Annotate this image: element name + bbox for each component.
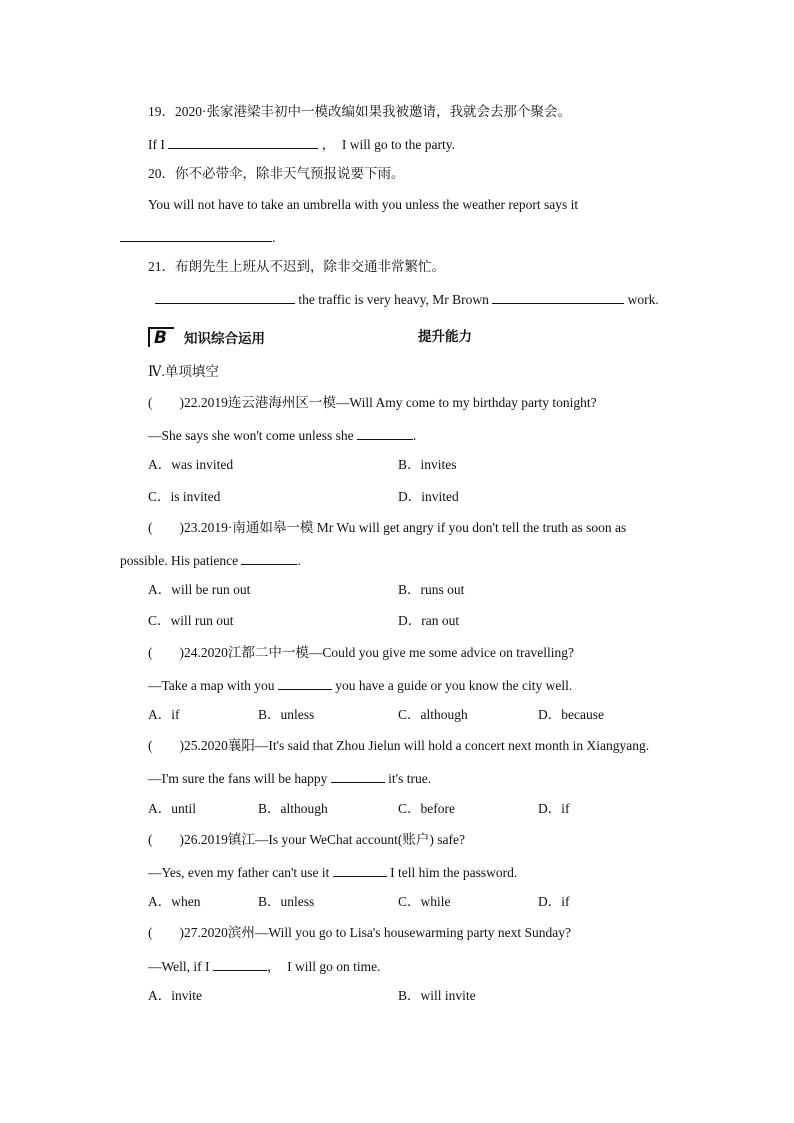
q24-answer-paren[interactable]: ( )	[148, 645, 184, 660]
q26-stem: 26.2019镇江—Is your WeChat account(账户) safe?	[184, 832, 465, 847]
q25-option-a[interactable]: A．until	[148, 801, 197, 816]
q20-line: You will not have to take an umbrella with you unless the weather report says it	[148, 197, 579, 212]
q25-stem: 25.2020襄阳—It's said that Zhou Jielun will hold a concert next month in Xiangyang.	[184, 738, 650, 753]
q26-line2	[148, 862, 517, 882]
q25-line2-text: —I'm sure the fans will be happy	[148, 771, 328, 786]
q19-blank[interactable]	[168, 134, 318, 149]
section-badge-letter: B	[154, 328, 167, 348]
q27-option-a[interactable]: A．invite	[148, 988, 202, 1003]
q23-line2	[120, 550, 301, 570]
q20-prompt: 20．你不必带伞，除非天气预报说要下雨。	[148, 166, 405, 181]
q26-line2-end: I tell him the password.	[390, 865, 518, 880]
q27-stem-line	[148, 924, 571, 942]
section-b-badge-icon	[148, 327, 174, 347]
q22-option-c[interactable]: C．is invited	[148, 489, 221, 504]
q26-line2-text: —Yes, even my father can't use it	[148, 865, 330, 880]
q27-line2-text: —Well, if I	[148, 959, 210, 974]
q22-option-b[interactable]: B．invites	[398, 457, 457, 472]
q24-stem: 24.2020江都二中一模—Could you give me some advice on travelling?	[184, 645, 574, 660]
q25-line2-end: it's true.	[388, 771, 432, 786]
q25-option-b[interactable]: B．although	[258, 801, 328, 816]
q19-line-end: ， I will go to the party.	[321, 137, 455, 152]
q19-answer-line	[148, 134, 455, 154]
section-level: 提升能力	[418, 329, 472, 345]
q20-answer-line	[120, 227, 275, 247]
q24-line2-text: —Take a map with you	[148, 678, 275, 693]
q23-line2-end: .	[297, 553, 301, 568]
q23-option-a[interactable]: A．will be run out	[148, 582, 251, 597]
q20-end: .	[272, 230, 276, 245]
q22-option-a[interactable]: A．was invited	[148, 457, 234, 472]
q23-blank[interactable]	[241, 550, 297, 565]
q25-blank[interactable]	[331, 768, 385, 783]
q27-line2-end: ， I will go on time.	[266, 959, 381, 974]
q21-answer-line	[155, 289, 659, 309]
q23-option-c[interactable]: C．will run out	[148, 613, 234, 628]
q23-line2-text: possible. His patience	[120, 553, 239, 568]
q21-end: work.	[627, 292, 659, 307]
q23-stem-line	[148, 519, 674, 537]
q27-blank[interactable]	[213, 956, 267, 971]
q26-stem-line	[148, 831, 465, 849]
q23-option-b[interactable]: B．runs out	[398, 582, 465, 597]
q24-stem-line	[148, 644, 574, 662]
q27-line2	[148, 956, 381, 976]
q23-option-d[interactable]: D．ran out	[398, 613, 460, 628]
q23-stem: 23.2019·南通如皋一模 Mr Wu will get angry if you don't tell the truth as soon as	[184, 520, 627, 535]
q22-stem-line	[148, 394, 597, 412]
q27-answer-paren[interactable]: ( )	[148, 925, 184, 940]
q25-line2	[148, 768, 431, 788]
q24-option-d[interactable]: D．because	[538, 707, 604, 722]
q23-answer-paren[interactable]: ( )	[148, 520, 184, 535]
q27-stem: 27.2020滨州—Will you go to Lisa's housewarming party next Sunday?	[184, 925, 571, 940]
part-title: Ⅳ.单项填空	[148, 364, 219, 379]
q22-stem: 22.2019连云港海州区一模—Will Amy come to my birthday party tonight?	[184, 395, 597, 410]
q19-line-start: If I	[148, 137, 165, 152]
q25-option-c[interactable]: C．before	[398, 801, 455, 816]
q26-option-a[interactable]: A．when	[148, 894, 201, 909]
q22-line2-text: —She says she won't come unless she	[148, 428, 354, 443]
q21-blank-1[interactable]	[155, 289, 295, 304]
q20-blank[interactable]	[120, 227, 272, 242]
q26-option-d[interactable]: D．if	[538, 894, 570, 909]
q26-option-b[interactable]: B．unless	[258, 894, 315, 909]
q24-option-c[interactable]: C．although	[398, 707, 468, 722]
q22-line2-end: .	[413, 428, 417, 443]
q21-prompt: 21．布朗先生上班从不迟到，除非交通非常繁忙。	[148, 259, 445, 274]
q27-option-b[interactable]: B．will invite	[398, 988, 476, 1003]
q24-line2-end: you have a guide or you know the city well.	[335, 678, 573, 693]
q24-blank[interactable]	[278, 675, 332, 690]
q26-option-c[interactable]: C．while	[398, 894, 451, 909]
q21-blank-2[interactable]	[492, 289, 624, 304]
q25-stem-line	[148, 737, 649, 755]
q26-answer-paren[interactable]: ( )	[148, 832, 184, 847]
q21-mid: the traffic is very heavy, Mr Brown	[298, 292, 489, 307]
q24-option-a[interactable]: A．if	[148, 707, 180, 722]
section-title: 知识综合运用	[184, 331, 265, 347]
q26-blank[interactable]	[333, 862, 387, 877]
q25-option-d[interactable]: D．if	[538, 801, 570, 816]
q25-answer-paren[interactable]: ( )	[148, 738, 184, 753]
q22-line2	[148, 425, 416, 445]
q24-line2	[148, 675, 572, 695]
q22-answer-paren[interactable]: ( )	[148, 395, 184, 410]
q19-prompt: 19．2020·张家港梁丰初中一模改编如果我被邀请，我就会去那个聚会。	[148, 104, 571, 119]
q22-blank[interactable]	[357, 425, 413, 440]
section-header	[148, 326, 265, 348]
q22-option-d[interactable]: D．invited	[398, 489, 459, 504]
q24-option-b[interactable]: B．unless	[258, 707, 315, 722]
